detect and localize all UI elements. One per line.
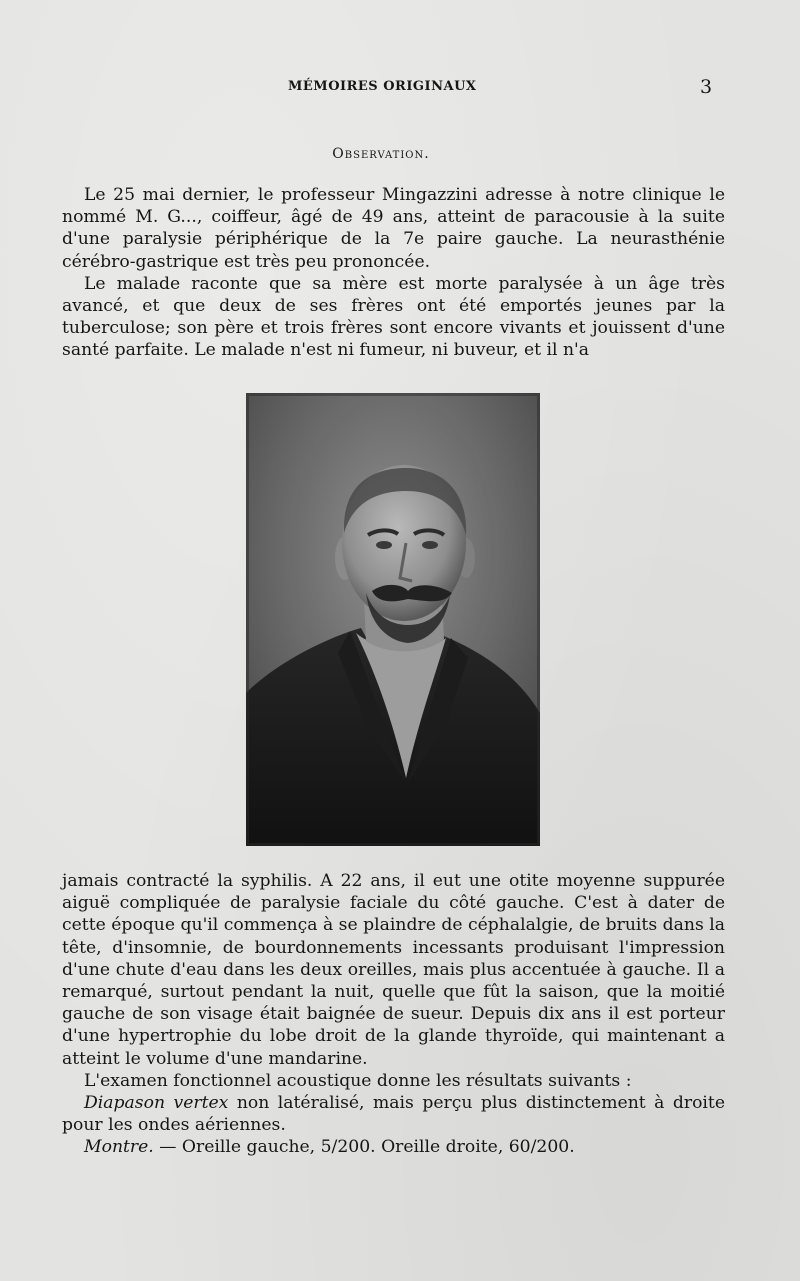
montre-line (62, 1136, 725, 1158)
section-title: Observation. (332, 146, 430, 162)
paragraph: jamais contracté la syphilis. A 22 ans, il eut une otite moyenne suppurée aiguë compliquée de paralysie faciale du côté gauche. C'est à dater de cette époque qu'il commença à se plaindre de céphalalgie, de bruits dans la tête, d'insomnie, de bourdonnements incessants produisant l'impression d'une chute d'eau dans les deux oreilles, mais plus accentuée à gauche. Il a remarqué, surtout pendant la nuit, quelle que fût la saison, que la moitié gauche de son visage était baignée de sueur. Depuis dix ans il est porteur d'une hypertrophie du lobe droit de la glande thyroïde, qui maintenant a atteint le volume d'une mandarine. (62, 871, 725, 1069)
montre-label: Montre. (84, 1137, 154, 1158)
page-number: 3 (700, 76, 713, 98)
body-text-bottom (62, 870, 725, 1159)
patient-portrait-photo (246, 393, 540, 846)
diapason-label: Diapason vertex (84, 1093, 229, 1114)
paragraph: Le malade raconte que sa mère est morte paralysée à un âge très avancé, et que deux de ses frères ont été emportés jeunes par la tuberculose; son père et trois frères sont encore vivants et jouissent d'une santé parfaite. Le malade n'est ni fumeur, ni buveur, et il n'a (62, 273, 725, 361)
montre-text: — Oreille gauche, 5/200. Oreille droite, 60/200. (153, 1137, 575, 1158)
paragraph: Le 25 mai dernier, le professeur Mingazzini adresse à notre clinique le nommé M. G..., coiffeur, âgé de 49 ans, atteint de paracousie à la suite d'une paralysie périphérique de la 7e paire gauche. La neurasthénie cérébro-gastrique est très peu prononcée. (62, 185, 725, 272)
running-head (0, 76, 800, 100)
body-text-top (62, 184, 725, 362)
diapason-text: non latéralisé, mais perçu plus distinctement à droite pour les ondes aériennes. (62, 1093, 725, 1136)
diapason-line (62, 1092, 725, 1136)
running-title: MÉMOIRES ORIGINAUX (288, 79, 477, 94)
paragraph: L'examen fonctionnel acoustique donne les résultats suivants : (84, 1070, 632, 1091)
portrait-illustration (246, 393, 540, 846)
